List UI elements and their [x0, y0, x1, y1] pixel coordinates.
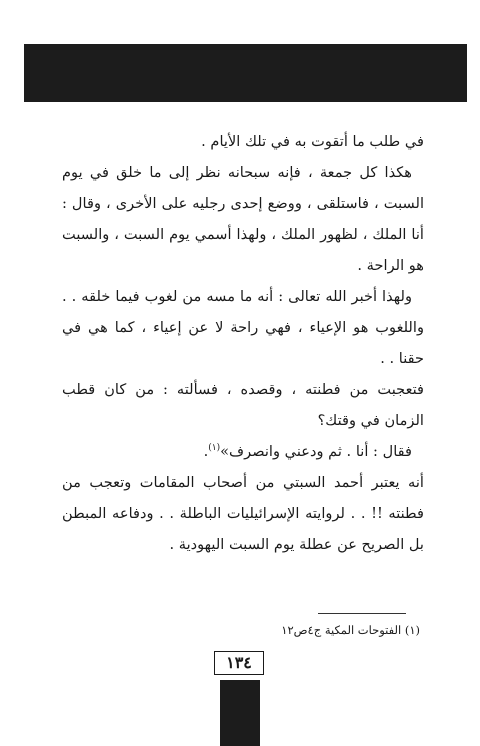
page-body [62, 126, 424, 560]
paragraph-2: هكذا كل جمعة ، فإنه سبحانه نظر إلى ما خلق في يوم السبت ، فاستلقى ، ووضع إحدى رجليه على الأخرى ، وقال : أنا الملك ، لظهور الملك ، ولهذا أسمي يوم السبت ، والسبت هو الراحة . [62, 164, 424, 274]
page-number: ١٣٤ [214, 651, 264, 675]
paragraph-6: أنه يعتبر أحمد السبتي من أصحاب المقامات وتعجب من فطنته !! . . لروايته الإسرائيليات الباطلة . . ودفاعه المبطن بل الصريح عن عطلة يوم السبت اليهودية . [62, 474, 424, 553]
paragraph-5 [62, 436, 424, 467]
header-band [24, 44, 467, 102]
paragraph-3: ولهذا أخبر الله تعالى : أنه ما مسه من لغوب فيما خلقه . . واللغوب هو الإعياء ، فهي راحة لا عن إعياء ، كما هي في حقنا . . [62, 288, 424, 367]
paragraph-5-text: فقال : أنا . ثم ودعني وانصرف» [220, 443, 412, 460]
paragraph-5-end: . [203, 443, 209, 460]
footnote-marker: (١) [208, 443, 221, 454]
paragraph-4: فتعجبت من فطنته ، وقصده ، فسألته : من كان قطب الزمان في وقتك؟ [62, 381, 424, 429]
footnote-divider [318, 613, 406, 614]
footer-band [220, 680, 260, 746]
paragraph-1: في طلب ما أتقوت به في تلك الأيام . [201, 133, 424, 150]
footnote: (١) الفتوحات المكية ج٤ص١٢ [281, 623, 420, 637]
